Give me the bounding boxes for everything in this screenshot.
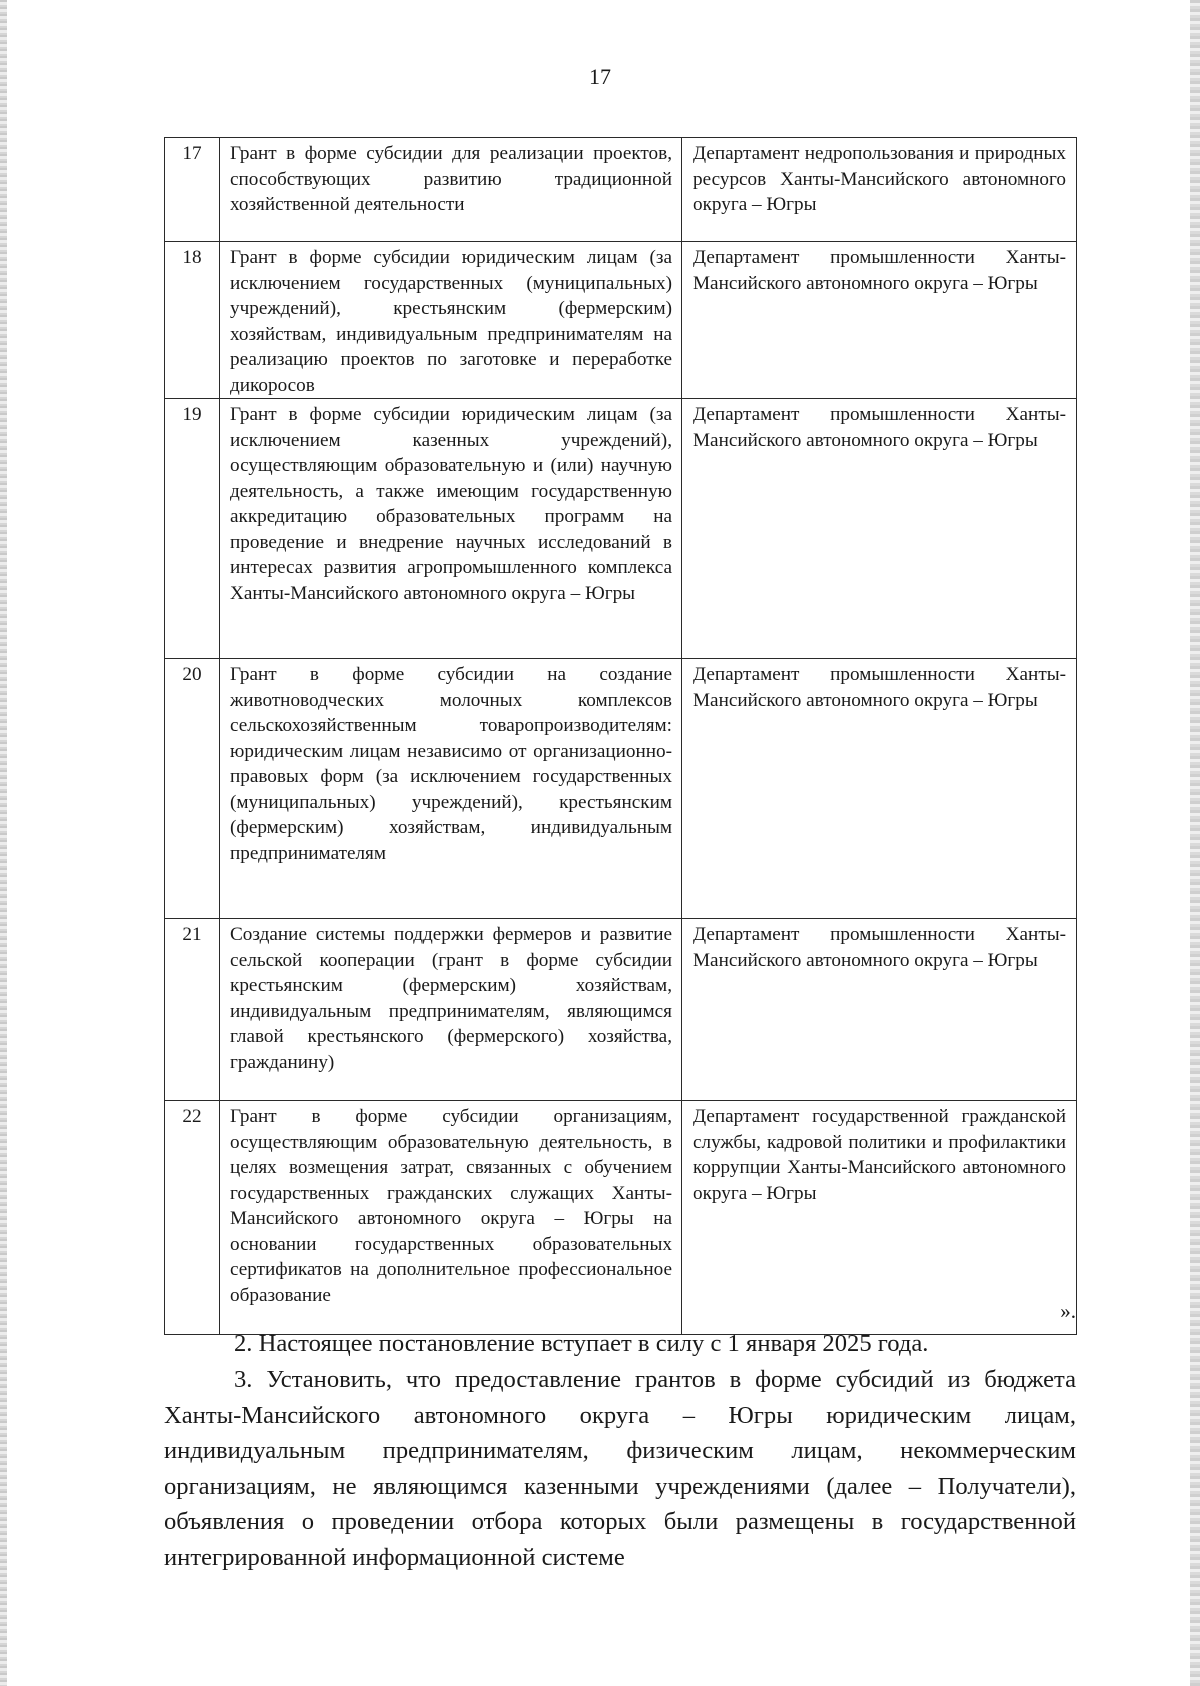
paragraph-2: 2. Настоящее постановление вступает в силу с 1 января 2025 года.	[234, 1330, 929, 1357]
grant-description: Грант в форме субсидии на создание животноводческих молочных комплексов сельскохозяйственным товаропроизводителям: юридическим лицам независимо от организационно-правовых форм (за исключением государственных (муниципальных) учреждений), крестьянским (фермерским) хозяйствам, индивидуальным предпринимателям	[220, 659, 682, 919]
scan-edge-left	[0, 0, 7, 1686]
scan-edge-right	[1190, 0, 1200, 1686]
grant-description: Грант в форме субсидии юридическим лицам (за исключением государственных (муниципальных) учреждений), крестьянским (фермерским) хозяйствам, индивидуальным предпринимателям на реализацию проектов по заготовке и переработке дикоросов	[220, 242, 682, 399]
table-row	[165, 399, 1077, 659]
table-row	[165, 138, 1077, 242]
grants-table	[164, 137, 1077, 1335]
table-row	[165, 242, 1077, 399]
grant-description: Грант в форме субсидии для реализации проектов, способствующих развитию традиционной хозяйственной деятельности	[220, 138, 682, 242]
responsible-department: Департамент недропользования и природных ресурсов Ханты-Мансийского автономного округа – Югры	[682, 138, 1077, 242]
row-number: 18	[165, 242, 220, 399]
responsible-department: Департамент промышленности Ханты-Мансийского автономного округа – Югры	[682, 399, 1077, 659]
row-number: 22	[165, 1101, 220, 1335]
closing-quote-mark: ».	[1060, 1299, 1076, 1323]
responsible-department: Департамент государственной гражданской службы, кадровой политики и профилактики коррупции Ханты-Мансийского автономного округа – Югры	[682, 1101, 1077, 1335]
grant-description: Грант в форме субсидии организациям, осуществляющим образовательную деятельность, в целях возмещения затрат, связанных с обучением государственных гражданских служащих Ханты-Мансийского автономного округа – Югры на основании государственных образовательных сертификатов на дополнительное профессиональное образование	[220, 1101, 682, 1335]
row-number: 19	[165, 399, 220, 659]
table-row	[165, 919, 1077, 1101]
responsible-department: Департамент промышленности Ханты-Мансийского автономного округа – Югры	[682, 659, 1077, 919]
row-number: 21	[165, 919, 220, 1101]
table-row	[165, 659, 1077, 919]
table-row	[165, 1101, 1077, 1335]
page-number: 17	[589, 64, 611, 89]
row-number: 20	[165, 659, 220, 919]
grant-description: Создание системы поддержки фермеров и развитие сельской кооперации (грант в форме субсидии крестьянским (фермерским) хозяйствам, индивидуальным предпринимателям, являющимся главой крестьянского (фермерского) хозяйства, гражданину)	[220, 919, 682, 1101]
responsible-department: Департамент промышленности Ханты-Мансийского автономного округа – Югры	[682, 919, 1077, 1101]
paragraph-3: 3. Установить, что предоставление грантов в форме субсидий из бюджета Ханты-Мансийского автономного округа – Югры юридическим лицам, индивидуальным предпринимателям, физическим лицам, некоммерческим организациям, не являющимся казенными учреждениями (далее – Получатели), объявления о проведении отбора которых были размещены в государственной интегрированной информационной системе	[164, 1366, 1076, 1571]
grant-description: Грант в форме субсидии юридическим лицам (за исключением казенных учреждений), осуществляющим образовательную и (или) научную деятельность, а также имеющим государственную аккредитацию образовательных программ на проведение и внедрение научных исследований в интересах развития агропромышленного комплекса Ханты-Мансийского автономного округа – Югры	[220, 399, 682, 659]
responsible-department: Департамент промышленности Ханты-Мансийского автономного округа – Югры	[682, 242, 1077, 399]
row-number: 17	[165, 138, 220, 242]
